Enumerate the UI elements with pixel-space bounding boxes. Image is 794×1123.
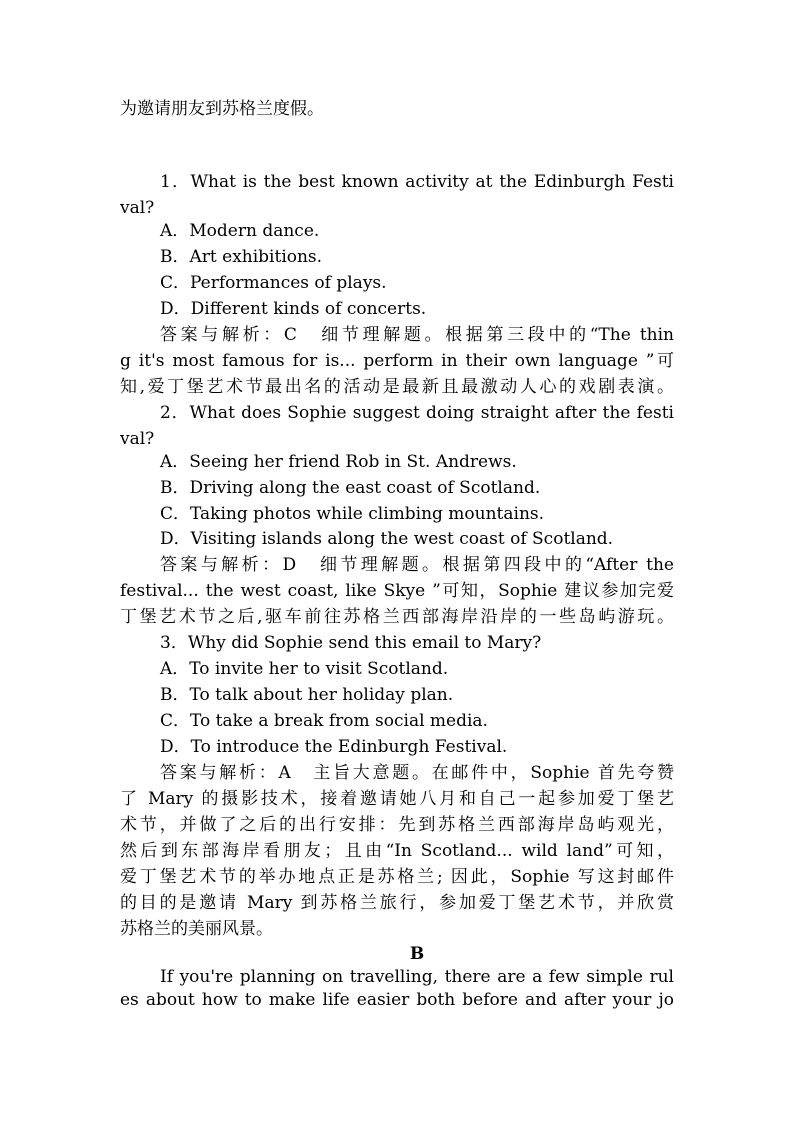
q2-answer-cont: festival... the west coast, like Skye ”可知，Sophie 建议参加完爱 [120,581,674,601]
q3-answer-cont: 的目的是邀请 Mary 到苏格兰旅行，参加爱丁堡艺术节，并欣赏 [120,893,674,913]
q3-answer: 答案与解析：A 主旨大意题。在邮件中，Sophie 首先夸赞 [160,763,674,783]
q1-option-a: A．Modern dance. [160,221,320,241]
q3-answer-cont: 爱丁堡艺术节的举办地点正是苏格兰; 因此，Sophie 写这封邮件 [120,867,674,887]
q3-answer-cont: 然后到东部海岸看朋友；且由“In Scotland... wild land”可知， [120,841,674,861]
q1-option-b: B．Art exhibitions. [160,247,323,267]
q2-option-c: C．Taking photos while climbing mountains. [160,504,545,524]
q2-answer-cont: 丁堡艺术节之后,驱车前往苏格兰西部海岸沿岸的一些岛屿游玩。 [120,607,674,627]
q3-answer-cont: 苏格兰的美丽风景。 [120,919,273,939]
q1-stem-cont: val? [120,198,155,218]
q2-option-a: A．Seeing her friend Rob in St. Andrews. [160,452,517,472]
q2-option-d: D．Visiting islands along the west coast of Scotland. [160,529,614,549]
q2-stem: 2．What does Sophie suggest doing straight after the festi [160,403,674,423]
q1-stem: 1．What is the best known activity at the Edinburgh Festi [160,172,674,192]
q3-option-d: D．To introduce the Edinburgh Festival. [160,737,508,757]
passage-line: es about how to make life easier both before and after your jo [120,990,674,1010]
passage-line: If you're planning on travelling, there are a few simple rul [160,967,674,987]
q3-answer-cont: 术节，并做了之后的出行安排：先到苏格兰西部海岸岛屿观光， [120,815,674,835]
q1-answer-cont: g it's most famous for is... perform in their own language ”可 [120,351,674,371]
intro-line: 为邀请朋友到苏格兰度假。 [120,99,324,119]
q3-option-c: C．To take a break from social media. [160,711,488,731]
q1-answer-cont: 知,爱丁堡艺术节最出名的活动是最新且最激动人心的戏剧表演。 [120,377,674,397]
q2-option-b: B．Driving along the east coast of Scotland. [160,478,541,498]
q3-stem: 3．Why did Sophie send this email to Mary? [160,633,542,653]
q2-answer: 答案与解析：D 细节理解题。根据第四段中的“After the [160,555,674,575]
q3-option-a: A．To invite her to visit Scotland. [160,659,449,679]
q1-option-c: C．Performances of plays. [160,273,387,293]
q3-answer-cont: 了 Mary 的摄影技术，接着邀请她八月和自己一起参加爱丁堡艺 [120,789,674,809]
q2-stem-cont: val? [120,429,155,449]
q1-answer: 答案与解析：C 细节理解题。根据第三段中的“The thin [160,325,674,345]
q3-option-b: B．To talk about her holiday plan. [160,685,454,705]
section-heading: B [409,944,425,964]
q1-option-d: D．Different kinds of concerts. [160,299,427,319]
